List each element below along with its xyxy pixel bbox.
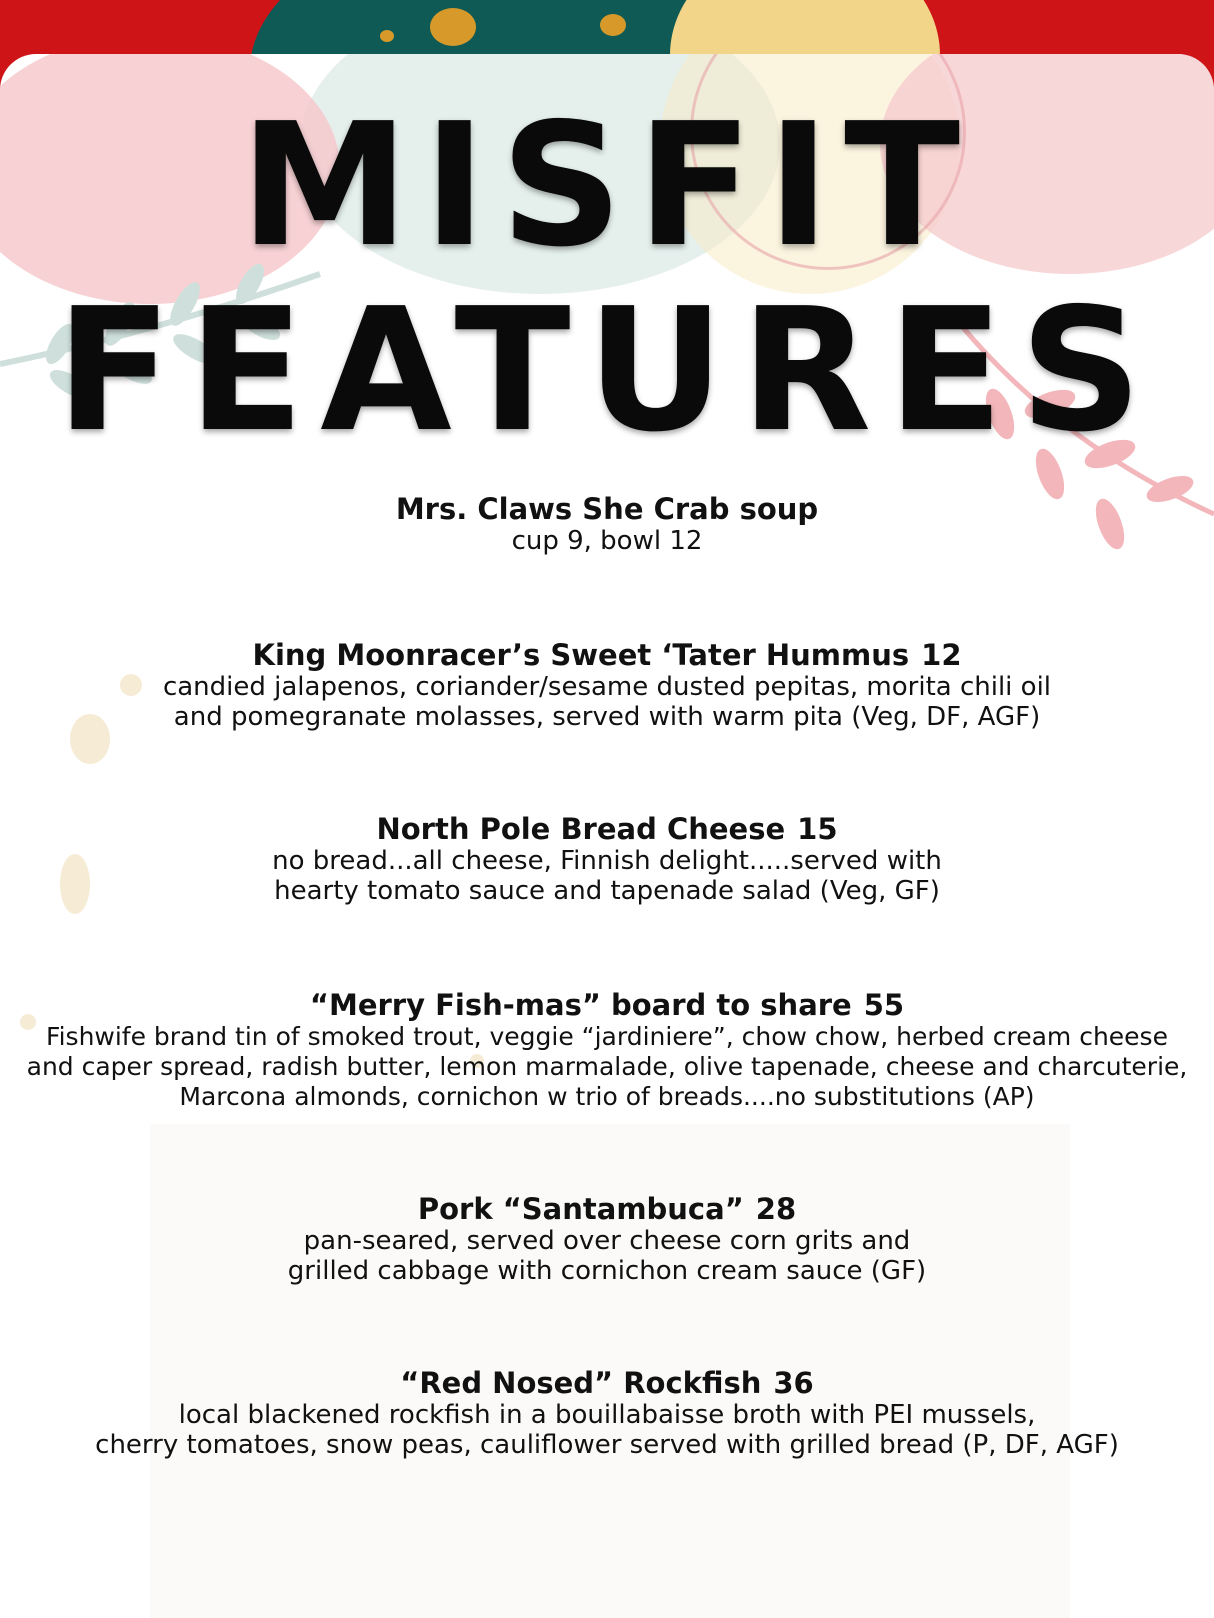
menu-item	[0, 1192, 1214, 1286]
item-description: pan-seared, served over cheese corn grits and grilled cabbage with cornichon cream sauce (GF)	[287, 1226, 927, 1286]
item-description: local blackened rockfish in a bouillabaisse broth with PEI mussels, cherry tomatoes, snow peas, cauliflower served with grilled bread (P, DF, AGF)	[95, 1400, 1119, 1460]
item-description: candied jalapenos, coriander/sesame dusted pepitas, morita chili oil and pomegranate molasses, served with warm pita (Veg, DF, AGF)	[162, 672, 1052, 732]
item-name: King Moonracer’s Sweet ‘Tater Hummus	[252, 638, 910, 672]
item-description: cup 9, bowl 12	[511, 526, 703, 556]
gold-splatter	[380, 30, 394, 42]
item-price: 55	[863, 988, 905, 1022]
menu-item	[0, 1366, 1214, 1460]
menu-item-title	[0, 1366, 1214, 1400]
title-line-1: MISFIT	[239, 87, 975, 285]
menu-item-title	[0, 812, 1214, 846]
menu-item	[0, 988, 1214, 1112]
item-name: Mrs. Claws She Crab soup	[395, 492, 819, 526]
item-price: 36	[773, 1366, 814, 1400]
title-line-2: FEATURES	[55, 272, 1159, 470]
menu-item-title	[0, 492, 1214, 526]
menu-item-title	[0, 1192, 1214, 1226]
menu-item-title	[0, 638, 1214, 672]
item-price: 12	[921, 638, 962, 672]
item-price: 28	[755, 1192, 797, 1226]
item-name: “Red Nosed” Rockfish	[400, 1366, 762, 1400]
item-price: 15	[797, 812, 838, 846]
menu-item	[0, 638, 1214, 732]
gold-splatter	[600, 14, 626, 36]
menu-item-title	[0, 988, 1214, 1022]
item-name: “Merry Fish-mas” board to share	[309, 988, 852, 1022]
item-description: no bread...all cheese, Finnish delight.....served with hearty tomato sauce and tapenade salad (Veg, GF)	[272, 846, 942, 906]
menu-item	[0, 492, 1214, 556]
item-name: North Pole Bread Cheese	[376, 812, 786, 846]
page-title	[0, 87, 1214, 470]
gold-splatter	[430, 8, 476, 46]
menu-item	[0, 812, 1214, 906]
item-description: Fishwife brand tin of smoked trout, veggie “jardiniere”, chow chow, herbed cream cheese and caper spread, radish butter, lemon marmalade, olive tapenade, cheese and charcuterie, Marcona almonds, cornichon w trio of breads....no substitutions (AP)	[26, 1022, 1188, 1111]
item-name: Pork “Santambuca”	[417, 1192, 744, 1226]
